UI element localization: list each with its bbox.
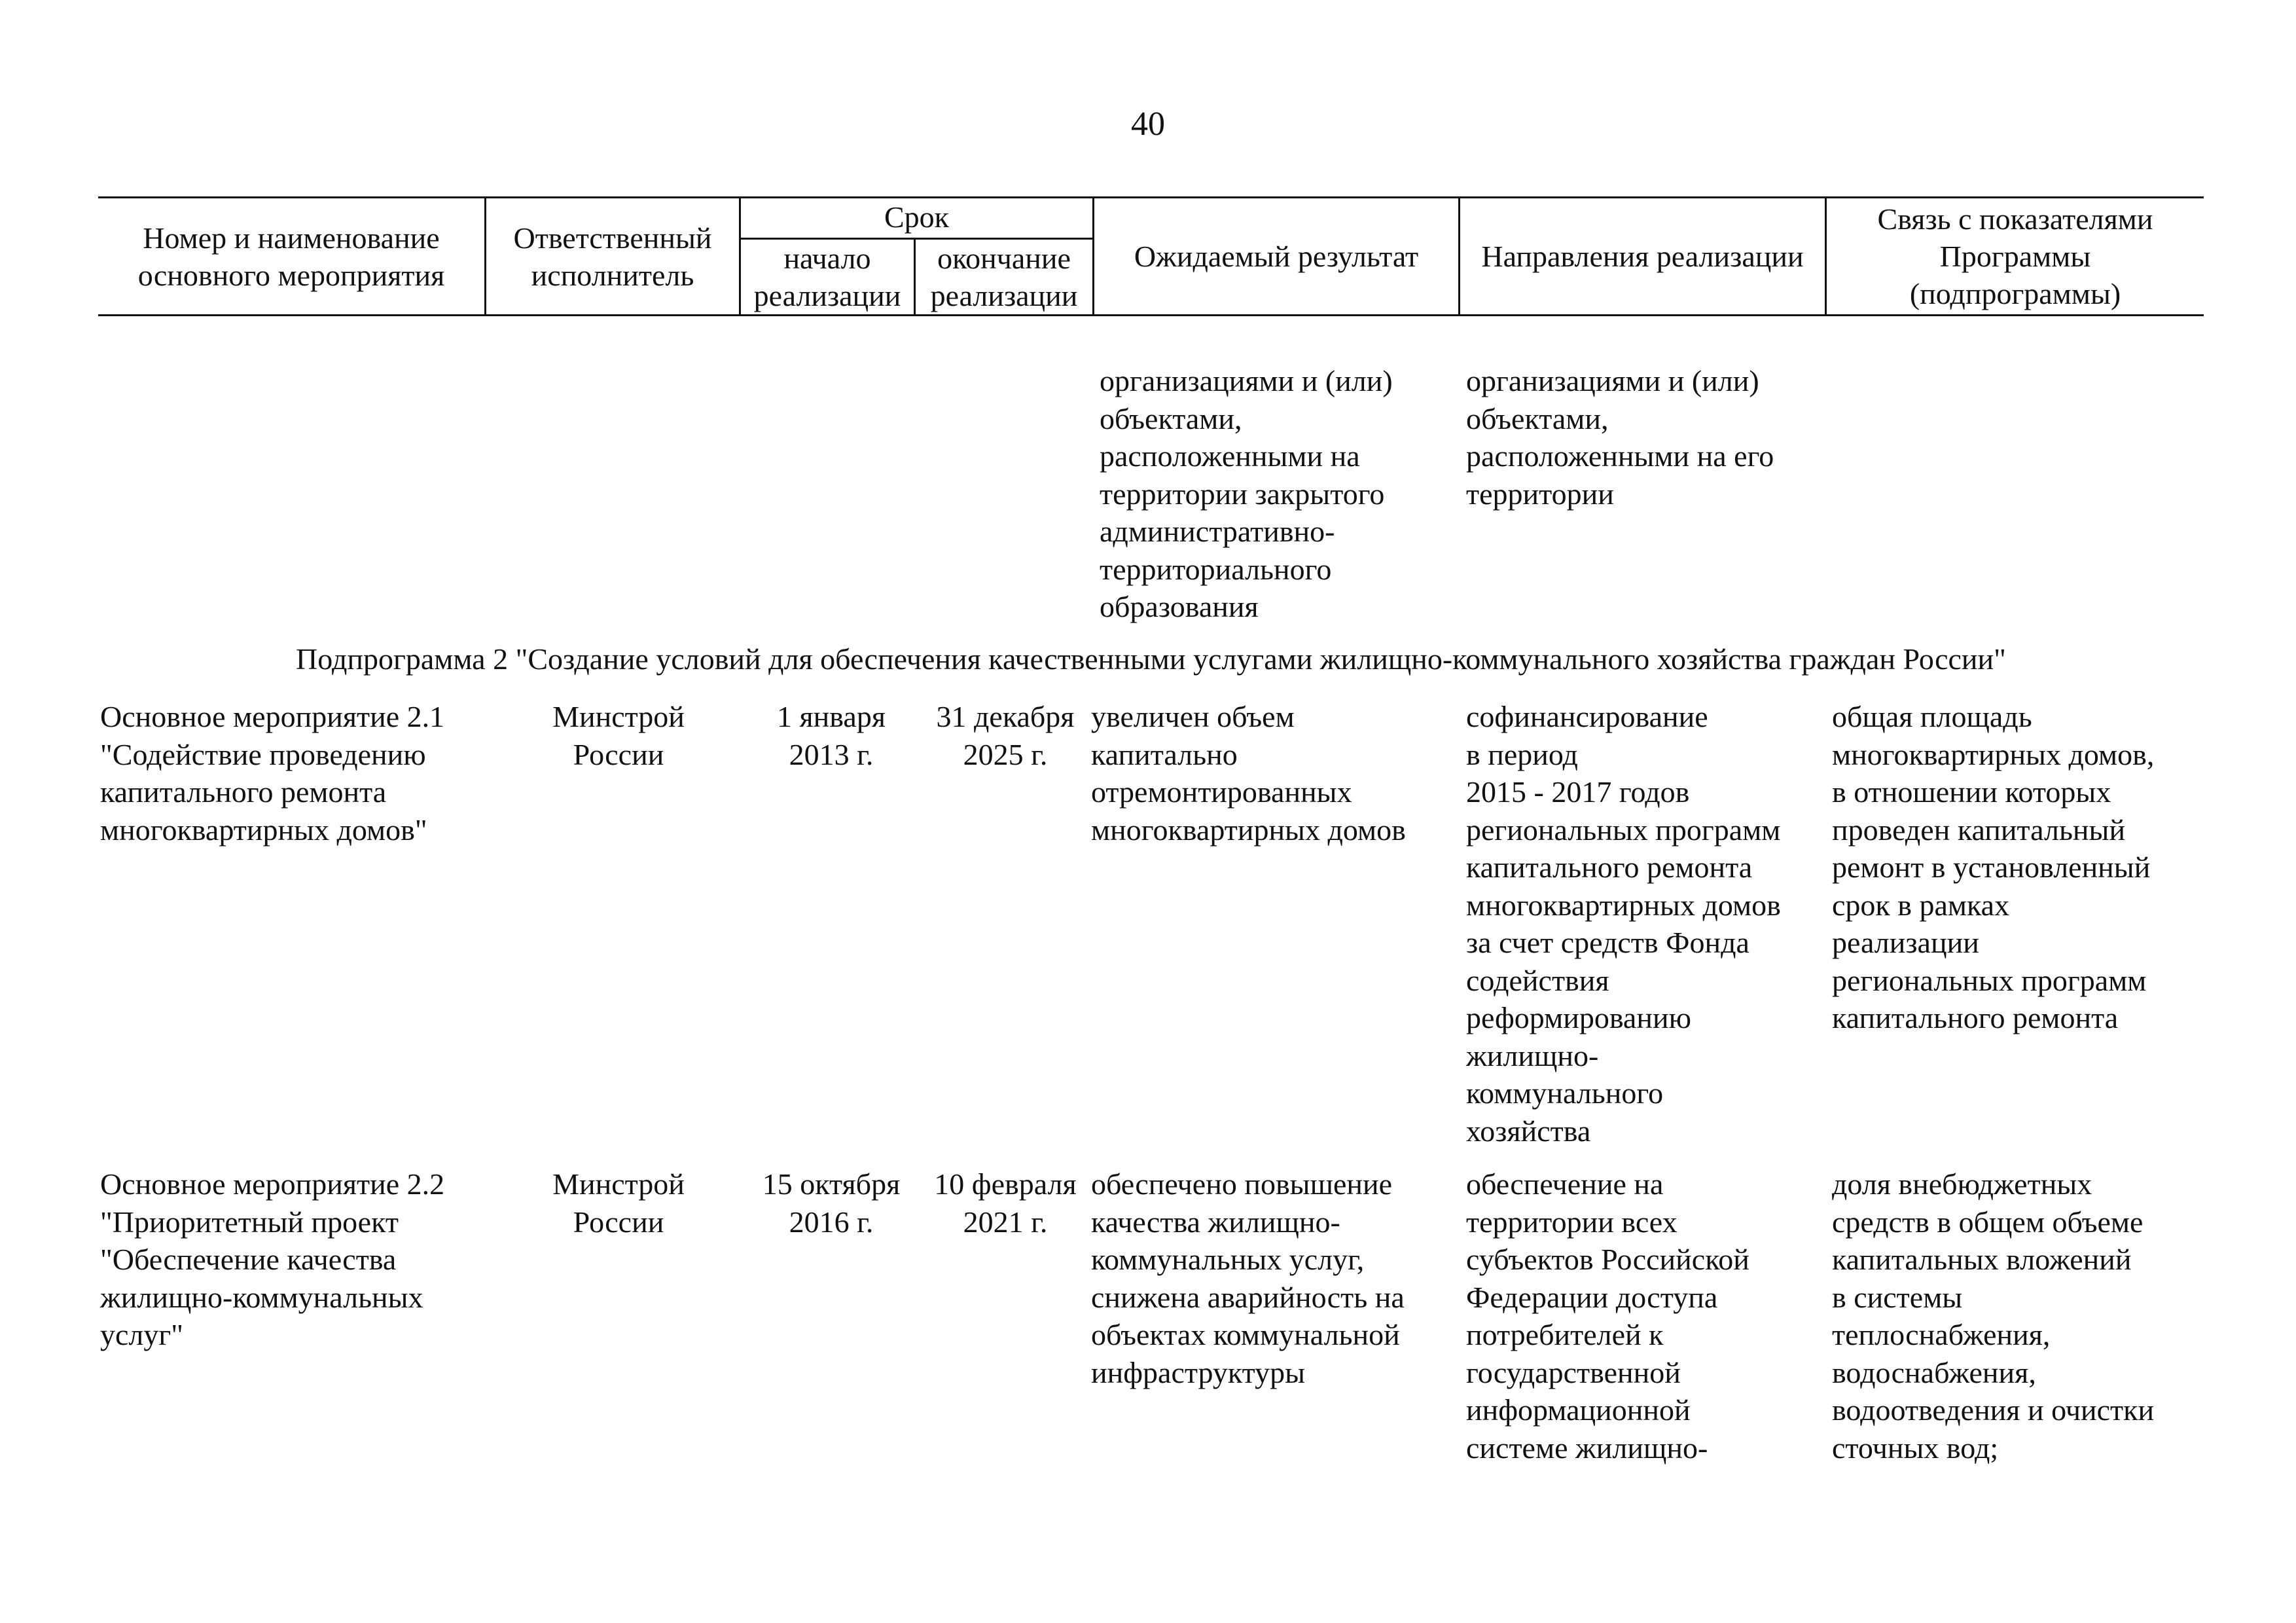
row-2-2-expected-result: обеспечено повышение качества жилищно- коммунальных услуг, снижена аварийность на объектах коммунальной инфраструктуры [1091, 1167, 1405, 1389]
row-2-2-responsible: Минстрой России [552, 1167, 685, 1239]
page-number: 40 [1131, 105, 1165, 143]
row-2-1-name: Основное мероприятие 2.1 "Содействие проведению капитального ремонта многоквартирных домов" [100, 700, 445, 847]
row-2-2-start: 15 октября 2016 г. [762, 1167, 901, 1239]
row-2-2-name: Основное мероприятие 2.2 "Приоритетный проект "Обеспечение качества жилищно-коммунальных услуг" [100, 1167, 445, 1351]
header-term-start: начало реализации [753, 242, 901, 312]
header-activity-name: Номер и наименование основного мероприятия [137, 221, 445, 292]
row-2-1-indicators: общая площадь многоквартирных домов, в отношении которых проведен капитальный ремонт в установленный срок в рамках реализации региональных программ капитального ремонта [1832, 700, 2155, 1034]
row-2-1-start: 1 января 2013 г. [777, 700, 886, 771]
header-term: Срок [884, 200, 950, 234]
header-term-end: окончание реализации [930, 242, 1078, 312]
row-2-2-indicators: доля внебюджетных средств в общем объеме капитальных вложений в системы теплоснабжения, водоснабжения, водоотведения и очистки сточных вод; [1832, 1167, 2155, 1465]
continuation-directions: организациями и (или) объектами, расположенными на его территории [1466, 364, 1774, 511]
subprogram-title: Подпрограмма 2 "Создание условий для обеспечения качественными услугами жилищно-коммунального хозяйства граждан России" [296, 642, 2006, 676]
row-2-1-directions: софинансирование в период 2015 - 2017 годов региональных программ капитального ремонта многоквартирных домов за счет средств Фонда содействия реформированию жилищно- коммунального хозяйства [1466, 700, 1781, 1148]
row-2-1-end: 31 декабря 2025 г. [936, 700, 1075, 771]
header-indicators: Связь с показателями Программы (подпрограммы) [1877, 202, 2153, 310]
continuation-expected-result: организациями и (или) объектами, расположенными на территории закрытого административно- территориального образования [1100, 364, 1393, 623]
header-responsible: Ответственный исполнитель [513, 221, 712, 292]
header-directions: Направления реализации [1481, 240, 1804, 273]
row-2-1-responsible: Минстрой России [552, 700, 685, 771]
header-expected-result: Ожидаемый результат [1134, 240, 1419, 273]
row-2-2-directions: обеспечение на территории всех субъектов Российской Федерации доступа потребителей к государственной информационной системе жилищно- [1466, 1167, 1749, 1465]
table-header [98, 196, 2204, 316]
row-2-1-expected-result: увеличен объем капитально отремонтированных многоквартирных домов [1091, 700, 1406, 847]
row-2-2-end: 10 февраля 2021 г. [934, 1167, 1077, 1239]
